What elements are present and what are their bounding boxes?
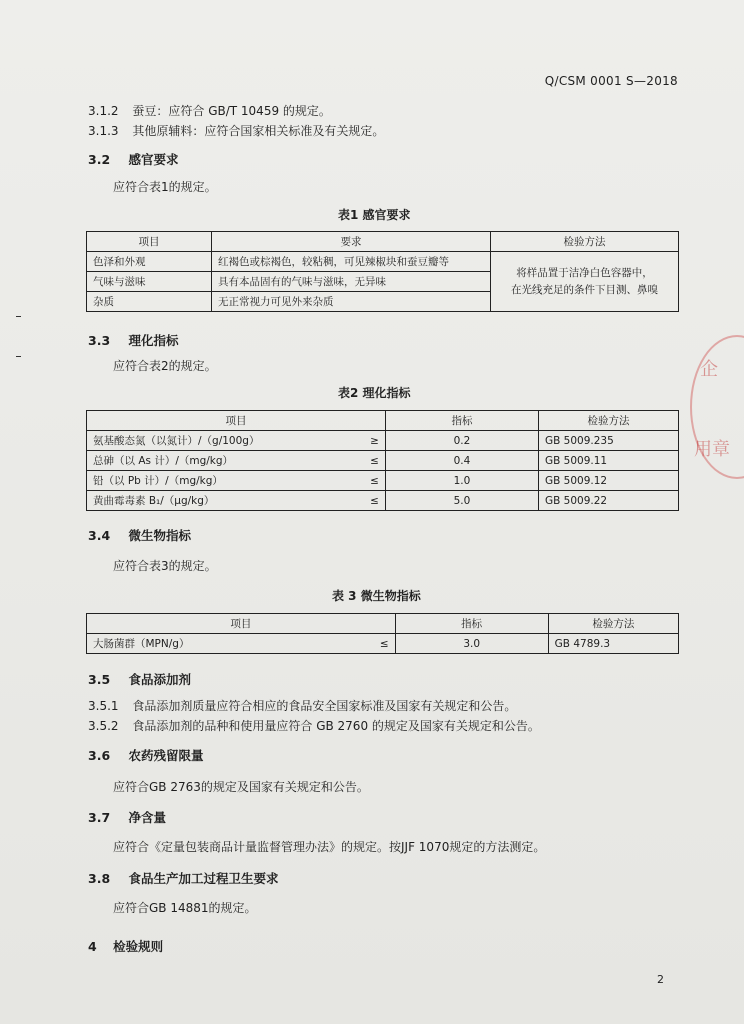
- table-cell: GB 5009.12: [538, 471, 678, 491]
- table-cell-operator: ≤: [299, 634, 395, 654]
- table-cell: GB 4789.3: [548, 634, 678, 654]
- table-cell: 1.0: [385, 471, 538, 491]
- table-cell: 无正常视力可见外来杂质: [212, 292, 491, 312]
- section-number: 4: [88, 939, 97, 954]
- table2-caption: 表2 理化指标: [338, 386, 411, 400]
- table-header: 项目: [87, 232, 212, 252]
- table-cell: 5.0: [385, 491, 538, 511]
- clause-number: 3.5.2: [88, 719, 119, 733]
- stamp-text: 企: [700, 359, 718, 380]
- table-cell-operator: ≥: [299, 431, 385, 451]
- table-cell-operator: ≤: [299, 491, 385, 511]
- table-cell: GB 5009.235: [538, 431, 678, 451]
- section-title: 微生物指标: [128, 528, 192, 543]
- section-body-3-3: 应符合表2的规定。: [113, 359, 217, 373]
- section-number: 3.3: [88, 333, 111, 348]
- table-header: 项目: [87, 614, 396, 634]
- section-title: 食品添加剂: [128, 672, 192, 687]
- section-body-3-6: 应符合GB 2763的规定及国家有关规定和公告。: [113, 780, 369, 794]
- clause-text: 其他原辅料：应符合国家相关标准及有关规定。: [132, 124, 385, 138]
- clause-text: 蚕豆：应符合 GB/T 10459 的规定。: [132, 104, 331, 118]
- table-row: [87, 252, 679, 272]
- section-title: 理化指标: [128, 333, 179, 348]
- section-title: 食品生产加工过程卫生要求: [128, 871, 279, 886]
- table-row: [87, 634, 679, 654]
- clause-3-1-2: [88, 102, 331, 119]
- table-header: 项目: [87, 411, 386, 431]
- stamp-text: 用章: [694, 439, 730, 460]
- section-body-3-8: 应符合GB 14881的规定。: [113, 901, 257, 915]
- page-number: 2: [657, 973, 664, 986]
- table-header: 检验方法: [548, 614, 678, 634]
- section-number: 3.6: [88, 748, 111, 763]
- clause-text: 食品添加剂质量应符合相应的食品安全国家标准及国家有关规定和公告。: [132, 699, 517, 713]
- method-line: 在光线充足的条件下目测、鼻嗅: [511, 283, 658, 296]
- table-cell-operator: ≤: [299, 451, 385, 471]
- table-header: 检验方法: [538, 411, 678, 431]
- clause-3-1-3: [88, 122, 384, 139]
- clause-3-5-1: [88, 697, 516, 714]
- table-header: 要求: [212, 232, 491, 252]
- table-cell: 总砷（以 As 计）/（mg/kg）: [87, 451, 300, 471]
- table-row: [87, 471, 679, 491]
- margin-mark: [16, 316, 21, 317]
- table1-caption: 表1 感官要求: [338, 208, 411, 222]
- table-header: 指标: [395, 614, 548, 634]
- table-cell: GB 5009.11: [538, 451, 678, 471]
- table-cell: 3.0: [395, 634, 548, 654]
- section-title: 检验规则: [113, 939, 164, 954]
- table-cell: 杂质: [87, 292, 212, 312]
- section-body-3-4: 应符合表3的规定。: [113, 559, 217, 573]
- method-line: 将样品置于洁净白色容器中，: [516, 266, 653, 279]
- section-body-3-2: 应符合表1的规定。: [113, 180, 217, 194]
- clause-number: 3.5.1: [88, 699, 119, 713]
- table-row: [87, 431, 679, 451]
- table-cell: 铅（以 Pb 计）/（mg/kg）: [87, 471, 300, 491]
- table3-caption: 表 3 微生物指标: [332, 589, 421, 603]
- section-number: 3.4: [88, 528, 111, 543]
- table1-method-cell: [491, 252, 679, 312]
- section-number: 3.8: [88, 871, 111, 886]
- margin-mark: [16, 356, 21, 357]
- table-cell: 大肠菌群（MPN/g）: [87, 634, 300, 654]
- section-heading-3-4: [88, 526, 191, 544]
- clause-3-5-2: [88, 717, 540, 734]
- section-number: 3.5: [88, 672, 111, 687]
- clause-number: 3.1.3: [88, 124, 119, 138]
- section-heading-3-2: [88, 150, 179, 168]
- table-cell: GB 5009.22: [538, 491, 678, 511]
- clause-number: 3.1.2: [88, 104, 119, 118]
- table-cell: 气味与滋味: [87, 272, 212, 292]
- table2-physchem: [86, 410, 679, 511]
- section-number: 3.2: [88, 152, 111, 167]
- clause-text: 食品添加剂的品种和使用量应符合 GB 2760 的规定及国家有关规定和公告。: [132, 719, 540, 733]
- table1-sensory: [86, 231, 679, 312]
- document-id-header: Q/CSM 0001 S—2018: [544, 74, 678, 88]
- section-title: 农药残留限量: [128, 748, 204, 763]
- table-cell: 0.4: [385, 451, 538, 471]
- section-heading-3-3: [88, 331, 179, 349]
- table-header: 指标: [385, 411, 538, 431]
- official-seal-stamp: [690, 335, 744, 479]
- section-number: 3.7: [88, 810, 111, 825]
- table-cell: 0.2: [385, 431, 538, 451]
- table-row: [87, 451, 679, 471]
- section-heading-3-7: [88, 808, 166, 826]
- table-cell-operator: ≤: [299, 471, 385, 491]
- section-heading-3-8: [88, 869, 279, 887]
- table-cell: 红褐色或棕褐色，较粘稠，可见辣椒块和蚕豆瓣等: [212, 252, 491, 272]
- table-header: 检验方法: [491, 232, 679, 252]
- table-cell: 色泽和外观: [87, 252, 212, 272]
- table-cell: 具有本品固有的气味与滋味，无异味: [212, 272, 491, 292]
- section-heading-3-6: [88, 746, 204, 764]
- table-row: [87, 491, 679, 511]
- section-title: 感官要求: [128, 152, 179, 167]
- section-heading-3-5: [88, 670, 191, 688]
- table-cell: 氨基酸态氮（以氮计）/（g/100g）: [87, 431, 300, 451]
- section-title: 净含量: [128, 810, 167, 825]
- section-body-3-7: 应符合《定量包装商品计量监督管理办法》的规定。按JJF 1070规定的方法测定。: [113, 840, 546, 854]
- table-cell: 黄曲霉毒素 B₁/（μg/kg）: [87, 491, 300, 511]
- table3-microbial: [86, 613, 679, 654]
- section-heading-4: [88, 937, 163, 955]
